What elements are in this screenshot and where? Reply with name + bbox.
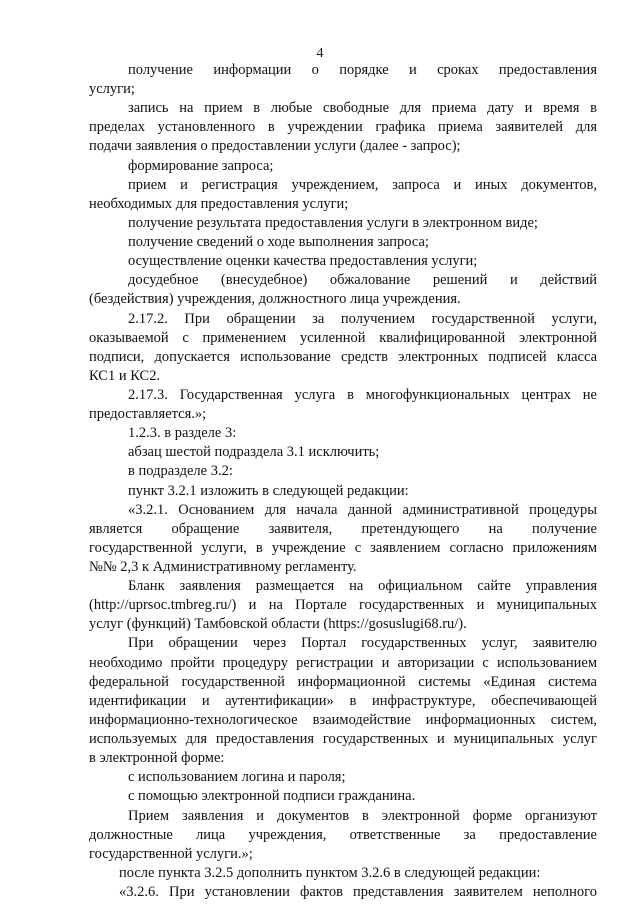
text-line: «3.2.6. При установлении фактов представления заявителем неполного xyxy=(119,884,597,900)
text-line: 2.17.2. При обращении за получением государственной услуги, xyxy=(128,311,597,327)
text-line: досудебное (внесудебное) обжалование решений и действий xyxy=(128,272,597,288)
text-line: оказываемой с применением усиленной квалифицированной электронной xyxy=(89,330,597,346)
text-line: получение сведений о ходе выполнения запроса; xyxy=(128,234,429,250)
text-line: запись на прием в любые свободные для приема дату и время в xyxy=(128,100,597,116)
text-line: «3.2.1. Основанием для начала данной административной процедуры xyxy=(128,502,597,518)
text-line: 1.2.3. в разделе 3: xyxy=(128,425,237,441)
text-line: абзац шестой подраздела 3.1 исключить; xyxy=(128,444,380,460)
text-line: является обращение заявителя, претендующего на получение xyxy=(89,521,597,537)
text-line: государственной услуги.»; xyxy=(89,846,253,862)
text-line: пункт 3.2.1 изложить в следующей редакции: xyxy=(128,483,409,499)
text-line: прием и регистрация учреждением, запроса и иных документов, xyxy=(128,177,597,193)
text-line: в подразделе 3.2: xyxy=(128,463,233,479)
text-line: 2.17.3. Государственная услуга в многофункциональных центрах не xyxy=(128,387,597,403)
text-line: с помощью электронной подписи гражданина. xyxy=(128,788,416,804)
text-line: необходимо пройти процедуру регистрации и авторизации с использованием xyxy=(89,655,597,671)
text-line: подписи, допускается использование средств электронных подписей класса xyxy=(89,349,597,365)
text-line: (http://uprsoc.tmbreg.ru/) и на Портале государственных и муниципальных xyxy=(89,597,597,613)
text-line: (бездействия) учреждения, должностного лица учреждения. xyxy=(89,291,461,307)
text-line: осуществление оценки качества предоставления услуги; xyxy=(128,253,478,269)
text-line: используемых для предоставления государственных и муниципальных услуг xyxy=(89,731,597,747)
text-line: услуги; xyxy=(89,81,135,97)
text-line: государственной услуги, в учреждение с заявлением согласно приложениям xyxy=(89,540,597,556)
text-line: Бланк заявления размещается на официальном сайте управления xyxy=(128,578,597,594)
text-line: с использованием логина и пароля; xyxy=(128,769,346,785)
text-line: информационно-технологическое взаимодействие информационных систем, xyxy=(89,712,597,728)
text-line: получение результата предоставления услуги в электронном виде; xyxy=(128,215,538,231)
text-line: предоставляется.»; xyxy=(89,406,207,422)
text-line: после пункта 3.2.5 дополнить пунктом 3.2.6 в следующей редакции: xyxy=(119,865,541,881)
text-line: получение информации о порядке и сроках предоставления xyxy=(128,62,597,78)
text-line: необходимых для предоставления услуги; xyxy=(89,196,349,212)
text-line: должностные лица учреждения, ответственные за предоставление xyxy=(89,827,597,843)
text-line: При обращении через Портал государственных услуг, заявителю xyxy=(128,635,597,651)
text-line: №№ 2,3 к Административному регламенту. xyxy=(89,559,357,575)
text-line: в электронной форме: xyxy=(89,750,225,766)
text-line: КС1 и КС2. xyxy=(89,368,161,384)
text-line: услуг (функций) Тамбовской области (https://gosuslugi68.ru/). xyxy=(89,616,467,632)
text-line: формирование запроса; xyxy=(128,158,274,174)
text-line: пределах установленного в учреждении графика приема заявителей для xyxy=(89,119,597,135)
page-number: 4 xyxy=(316,46,324,61)
text-line: Прием заявления и документов в электронной форме организуют xyxy=(128,808,597,824)
text-line: идентификации и аутентификации» в инфраструктуре, обеспечивающей xyxy=(89,693,597,709)
text-line: федеральной государственной информационной системы «Единая система xyxy=(89,674,597,690)
text-line: подачи заявления о предоставлении услуги (далее - запрос); xyxy=(89,138,461,154)
